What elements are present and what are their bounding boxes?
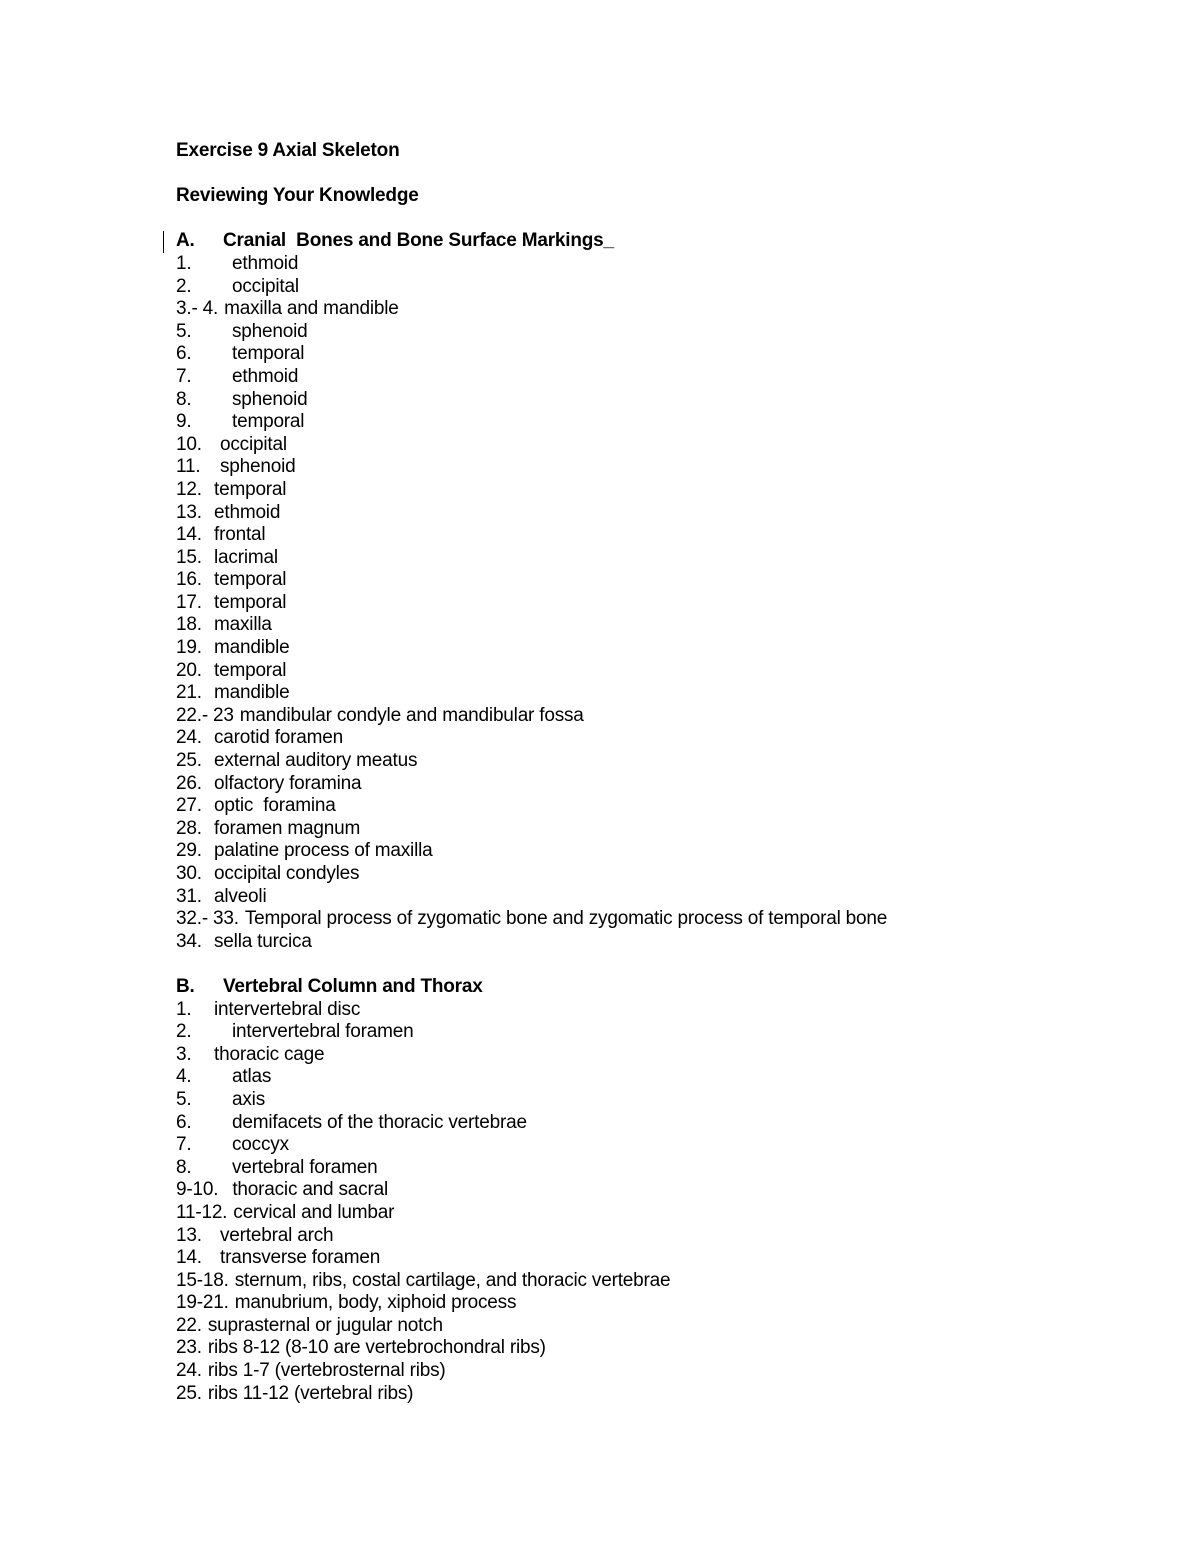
section-a-letter: A.	[176, 230, 195, 252]
item-number: 5.	[176, 1088, 192, 1110]
item-number: 22.- 23	[176, 704, 234, 726]
item-answer: thoracic and sacral	[232, 1179, 388, 1201]
item-answer: mandible	[214, 682, 290, 704]
list-item	[176, 773, 1076, 796]
list-item	[176, 298, 1076, 321]
list-item	[176, 886, 1076, 909]
item-answer: intervertebral disc	[214, 998, 361, 1020]
item-number: 15.	[176, 546, 202, 568]
list-item	[176, 434, 1076, 457]
item-answer: temporal	[214, 478, 287, 500]
list-item	[176, 1134, 1076, 1157]
item-number: 9.	[176, 411, 192, 433]
spacer	[176, 208, 1076, 231]
item-answer: occipital	[220, 433, 287, 455]
list-item	[176, 931, 1076, 954]
item-answer: temporal	[232, 411, 305, 433]
list-item	[176, 863, 1076, 886]
text-cursor	[163, 231, 164, 253]
item-number: 19.	[176, 637, 202, 659]
item-answer: temporal	[232, 343, 305, 365]
item-answer: sternum, ribs, costal cartilage, and thoracic vertebrae	[234, 1269, 671, 1291]
list-item	[176, 547, 1076, 570]
list-item	[176, 1112, 1076, 1135]
item-answer: ethmoid	[232, 252, 299, 274]
item-number: 26.	[176, 772, 202, 794]
item-answer: temporal	[214, 659, 287, 681]
item-number: 24.	[176, 727, 202, 749]
item-number: 3.- 4.	[176, 298, 219, 320]
list-item	[176, 366, 1076, 389]
list-item	[176, 750, 1076, 773]
item-answer: temporal	[214, 591, 287, 613]
item-number: 5.	[176, 320, 192, 342]
list-item	[176, 524, 1076, 547]
list-item	[176, 456, 1076, 479]
item-answer: maxilla and mandible	[224, 298, 399, 320]
list-item	[176, 818, 1076, 841]
list-item	[176, 321, 1076, 344]
list-item	[176, 1383, 1076, 1406]
item-answer: Temporal process of zygomatic bone and zygomatic process of temporal bone	[244, 908, 888, 930]
item-number: 15-18.	[176, 1269, 229, 1291]
list-item	[176, 705, 1076, 728]
item-answer: axis	[232, 1088, 265, 1110]
item-number: 27.	[176, 795, 202, 817]
list-item	[176, 1292, 1076, 1315]
item-number: 2.	[176, 275, 192, 297]
list-item	[176, 253, 1076, 276]
section-a-list	[176, 253, 1076, 953]
list-item	[176, 502, 1076, 525]
item-answer: optic foramina	[214, 795, 336, 817]
item-number: 34.	[176, 930, 202, 952]
item-number: 10.	[176, 433, 202, 455]
item-number: 30.	[176, 863, 202, 884]
item-answer: mandible	[214, 637, 290, 659]
item-answer: palatine process of maxilla	[214, 840, 433, 862]
item-number: 22.	[176, 1314, 202, 1336]
item-answer: ethmoid	[232, 365, 299, 387]
item-answer: alveoli	[214, 885, 267, 907]
section-b-list	[176, 999, 1076, 1406]
item-answer: maxilla	[214, 614, 272, 636]
list-item	[176, 1202, 1076, 1225]
item-number: 8.	[176, 388, 192, 410]
item-number: 7.	[176, 365, 192, 387]
item-answer: suprasternal or jugular notch	[207, 1314, 443, 1336]
item-answer: temporal	[214, 569, 287, 591]
list-item	[176, 343, 1076, 366]
list-item	[176, 795, 1076, 818]
item-answer: ribs 1-7 (vertebrosternal ribs)	[207, 1360, 446, 1382]
list-item	[176, 569, 1076, 592]
item-number: 17.	[176, 591, 202, 613]
item-answer: occipital	[232, 275, 299, 297]
list-item	[176, 1315, 1076, 1338]
item-number: 3.	[176, 1043, 192, 1065]
list-item	[176, 660, 1076, 683]
section-a-title: Cranial Bones and Bone Surface Markings	[223, 230, 604, 252]
list-item	[176, 1360, 1076, 1383]
list-item	[176, 1066, 1076, 1089]
list-item	[176, 276, 1076, 299]
list-item	[176, 389, 1076, 412]
item-answer: ribs 8-12 (8-10 are vertebrochondral ribs)	[207, 1337, 546, 1359]
list-item	[176, 592, 1076, 615]
item-number: 31.	[176, 885, 202, 907]
item-answer: external auditory meatus	[214, 750, 418, 772]
item-answer: mandibular condyle and mandibular fossa	[239, 704, 584, 726]
list-item	[176, 999, 1076, 1022]
item-number: 1.	[176, 252, 192, 274]
list-item	[176, 727, 1076, 750]
list-item	[176, 411, 1076, 434]
item-answer: sphenoid	[232, 320, 308, 342]
item-answer: intervertebral foramen	[232, 1021, 414, 1043]
item-number: 11-12.	[176, 1201, 228, 1223]
item-answer: sella turcica	[214, 930, 312, 952]
item-number: 25.	[176, 1382, 202, 1404]
item-answer: sphenoid	[232, 388, 308, 410]
list-item	[176, 840, 1076, 863]
item-number: 4.	[176, 1066, 192, 1088]
list-item	[176, 614, 1076, 637]
item-answer: frontal	[214, 524, 266, 546]
item-number: 6.	[176, 1111, 192, 1133]
item-number: 18.	[176, 614, 202, 636]
item-answer: ribs 11-12 (vertebral ribs)	[207, 1382, 414, 1404]
item-answer: vertebral foramen	[232, 1156, 378, 1178]
list-item	[176, 1270, 1076, 1293]
item-answer: transverse foramen	[220, 1247, 381, 1269]
item-answer: thoracic cage	[214, 1043, 325, 1065]
item-answer: coccyx	[232, 1134, 289, 1156]
item-number: 8.	[176, 1156, 192, 1178]
item-number: 11.	[176, 456, 201, 478]
item-number: 6.	[176, 343, 192, 365]
item-number: 12.	[176, 478, 202, 500]
item-number: 23.	[176, 1337, 202, 1359]
item-number: 21.	[176, 682, 202, 704]
item-answer: cervical and lumbar	[233, 1201, 395, 1223]
item-number: 32.- 33.	[176, 908, 239, 930]
section-a-trailing: _	[603, 230, 614, 252]
list-item	[176, 637, 1076, 660]
spacer	[176, 953, 1076, 976]
item-number: 1.	[176, 998, 192, 1020]
item-number: 9-10.	[176, 1179, 219, 1201]
list-item	[176, 1337, 1076, 1360]
list-item	[176, 1044, 1076, 1067]
item-number: 16.	[176, 569, 202, 591]
list-item	[176, 1179, 1076, 1202]
section-b-letter: B.	[176, 975, 195, 997]
item-number: 29.	[176, 840, 202, 862]
item-answer: ethmoid	[214, 501, 281, 523]
item-number: 2.	[176, 1021, 192, 1043]
item-answer: sphenoid	[220, 456, 296, 478]
item-answer: lacrimal	[214, 546, 278, 568]
document-subtitle: Reviewing Your Knowledge	[176, 185, 419, 207]
item-answer: foramen magnum	[214, 817, 361, 839]
item-number: 25.	[176, 750, 202, 772]
item-answer: manubrium, body, xiphoid process	[234, 1292, 517, 1314]
list-item	[176, 1089, 1076, 1112]
section-a-heading	[176, 230, 1076, 253]
item-answer: carotid foramen	[214, 727, 344, 749]
item-answer: vertebral arch	[220, 1224, 334, 1246]
list-item	[176, 1021, 1076, 1044]
item-number: 13.	[176, 501, 202, 523]
item-number: 24.	[176, 1360, 202, 1382]
document-title: Exercise 9 Axial Skeleton	[176, 140, 400, 161]
spacer	[176, 163, 1076, 186]
item-number: 13.	[176, 1224, 202, 1246]
item-number: 7.	[176, 1134, 192, 1156]
item-answer: atlas	[232, 1066, 272, 1088]
list-item	[176, 1247, 1076, 1270]
list-item	[176, 1157, 1076, 1180]
item-answer: olfactory foramina	[214, 772, 362, 794]
section-b-heading	[176, 976, 1076, 999]
document-page	[176, 140, 1076, 1405]
item-number: 20.	[176, 659, 202, 681]
item-number: 14.	[176, 1247, 202, 1269]
list-item	[176, 1225, 1076, 1248]
item-number: 14.	[176, 524, 202, 546]
item-answer: occipital condyles	[214, 863, 360, 884]
item-number: 28.	[176, 817, 202, 839]
item-number: 19-21.	[176, 1292, 229, 1314]
section-b-title: Vertebral Column and Thorax	[223, 975, 483, 997]
item-answer: demifacets of the thoracic vertebrae	[232, 1111, 527, 1133]
list-item	[176, 682, 1076, 705]
list-item	[176, 479, 1076, 502]
list-item	[176, 908, 1076, 931]
